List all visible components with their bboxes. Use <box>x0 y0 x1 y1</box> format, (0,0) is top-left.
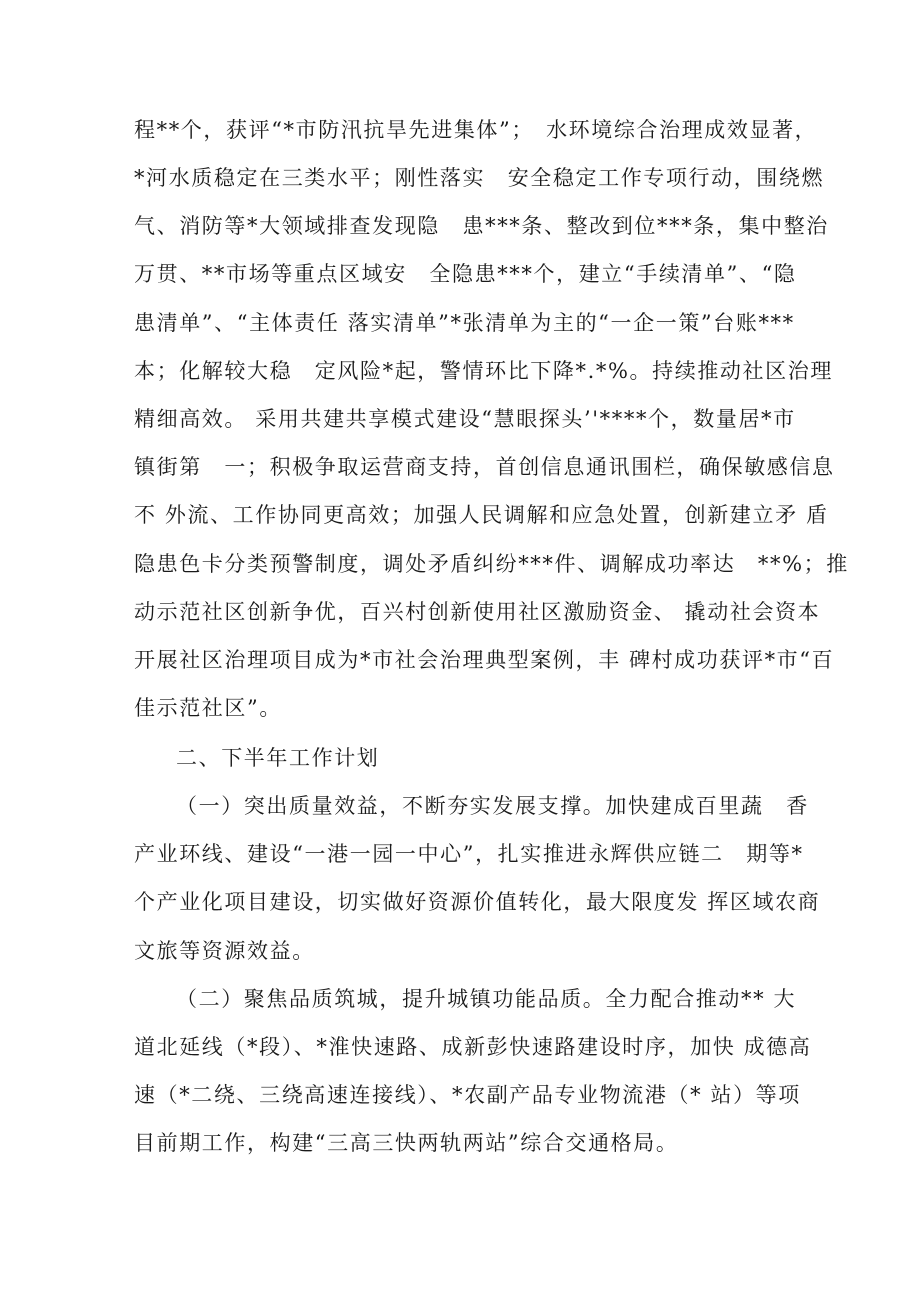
body-text-line: 速（*二绕、三绕高速连接线）、*农副产品专业物流港（* 站）等项 <box>134 1083 801 1107</box>
body-text-line: （一）突出质量效益，不断夯实发展支撑。加快建成百里蔬 香 <box>176 794 809 818</box>
body-text-line: 目前期工作，构建“三高三快两轨两站”综合交通格局。 <box>134 1131 679 1155</box>
body-text-line: 精细高效。 采用共建共享模式建设“慧眼探头’'****个，数量居*市 <box>134 407 796 431</box>
body-text-line: （二）聚焦品质筑城，提升城镇功能品质。全力配合推动** 大 <box>176 987 797 1011</box>
body-text-line: 患清单”、“主体责任 落实清单”*张清单为主的“一企一策”台账*** <box>134 311 795 335</box>
body-text-line: 文旅等资源效益。 <box>134 939 315 963</box>
section-heading: 二、下半年工作计划 <box>176 746 380 770</box>
body-text-line: 气、消防等*大领域排查发现隐 患***条、整改到位***条，集中整治 <box>134 214 829 238</box>
body-text-line: 开展社区治理项目成为*市社会治理典型案例，丰 碑村成功获评*市“百 <box>134 648 835 672</box>
body-text-line: 个产业化项目建设，切实做好资源价值转化，最大限度发 挥区域农商 <box>134 890 821 914</box>
body-text-line: 镇街第 一；积极争取运营商支持，首创信息通讯围栏，确保敏感信息 <box>134 455 835 479</box>
body-text-line: 佳示范社区”。 <box>134 696 282 720</box>
body-text-line: *河水质稳定在三类水平；刚性落实 安全稳定工作专项行动，围绕燃 <box>134 166 825 190</box>
body-text-line: 隐患色卡分类预警制度，调处矛盾纠纷***件、调解成功率达 **%；推 <box>134 552 849 576</box>
body-text-line: 本；化解较大稳 定风险*起，警情环比下降*.*%。持续推动社区治理 <box>134 359 833 383</box>
body-text-line: 万贯、**市场等重点区域安 全隐患***个，建立“手续清单”、“隐 <box>134 262 797 286</box>
body-text-line: 产业环线、建设“一港一园一中心”，扎实推进永辉供应链二 期等* <box>134 842 804 866</box>
body-text-line: 道北延线（*段）、*淮快速路、成新彭快速路建设时序，加快 成德高 <box>134 1035 812 1059</box>
body-text-line: 动示范社区创新争优，百兴村创新使用社区激励资金、 撬动社会资本 <box>134 600 821 624</box>
body-text-line: 不 外流、工作协同更高效；加强人民调解和应急处置，创新建立矛 盾 <box>134 503 829 527</box>
body-text-line: 程**个，获评“*市防汛抗旱先进集体”； 水环境综合治理成效显著， <box>134 118 818 142</box>
